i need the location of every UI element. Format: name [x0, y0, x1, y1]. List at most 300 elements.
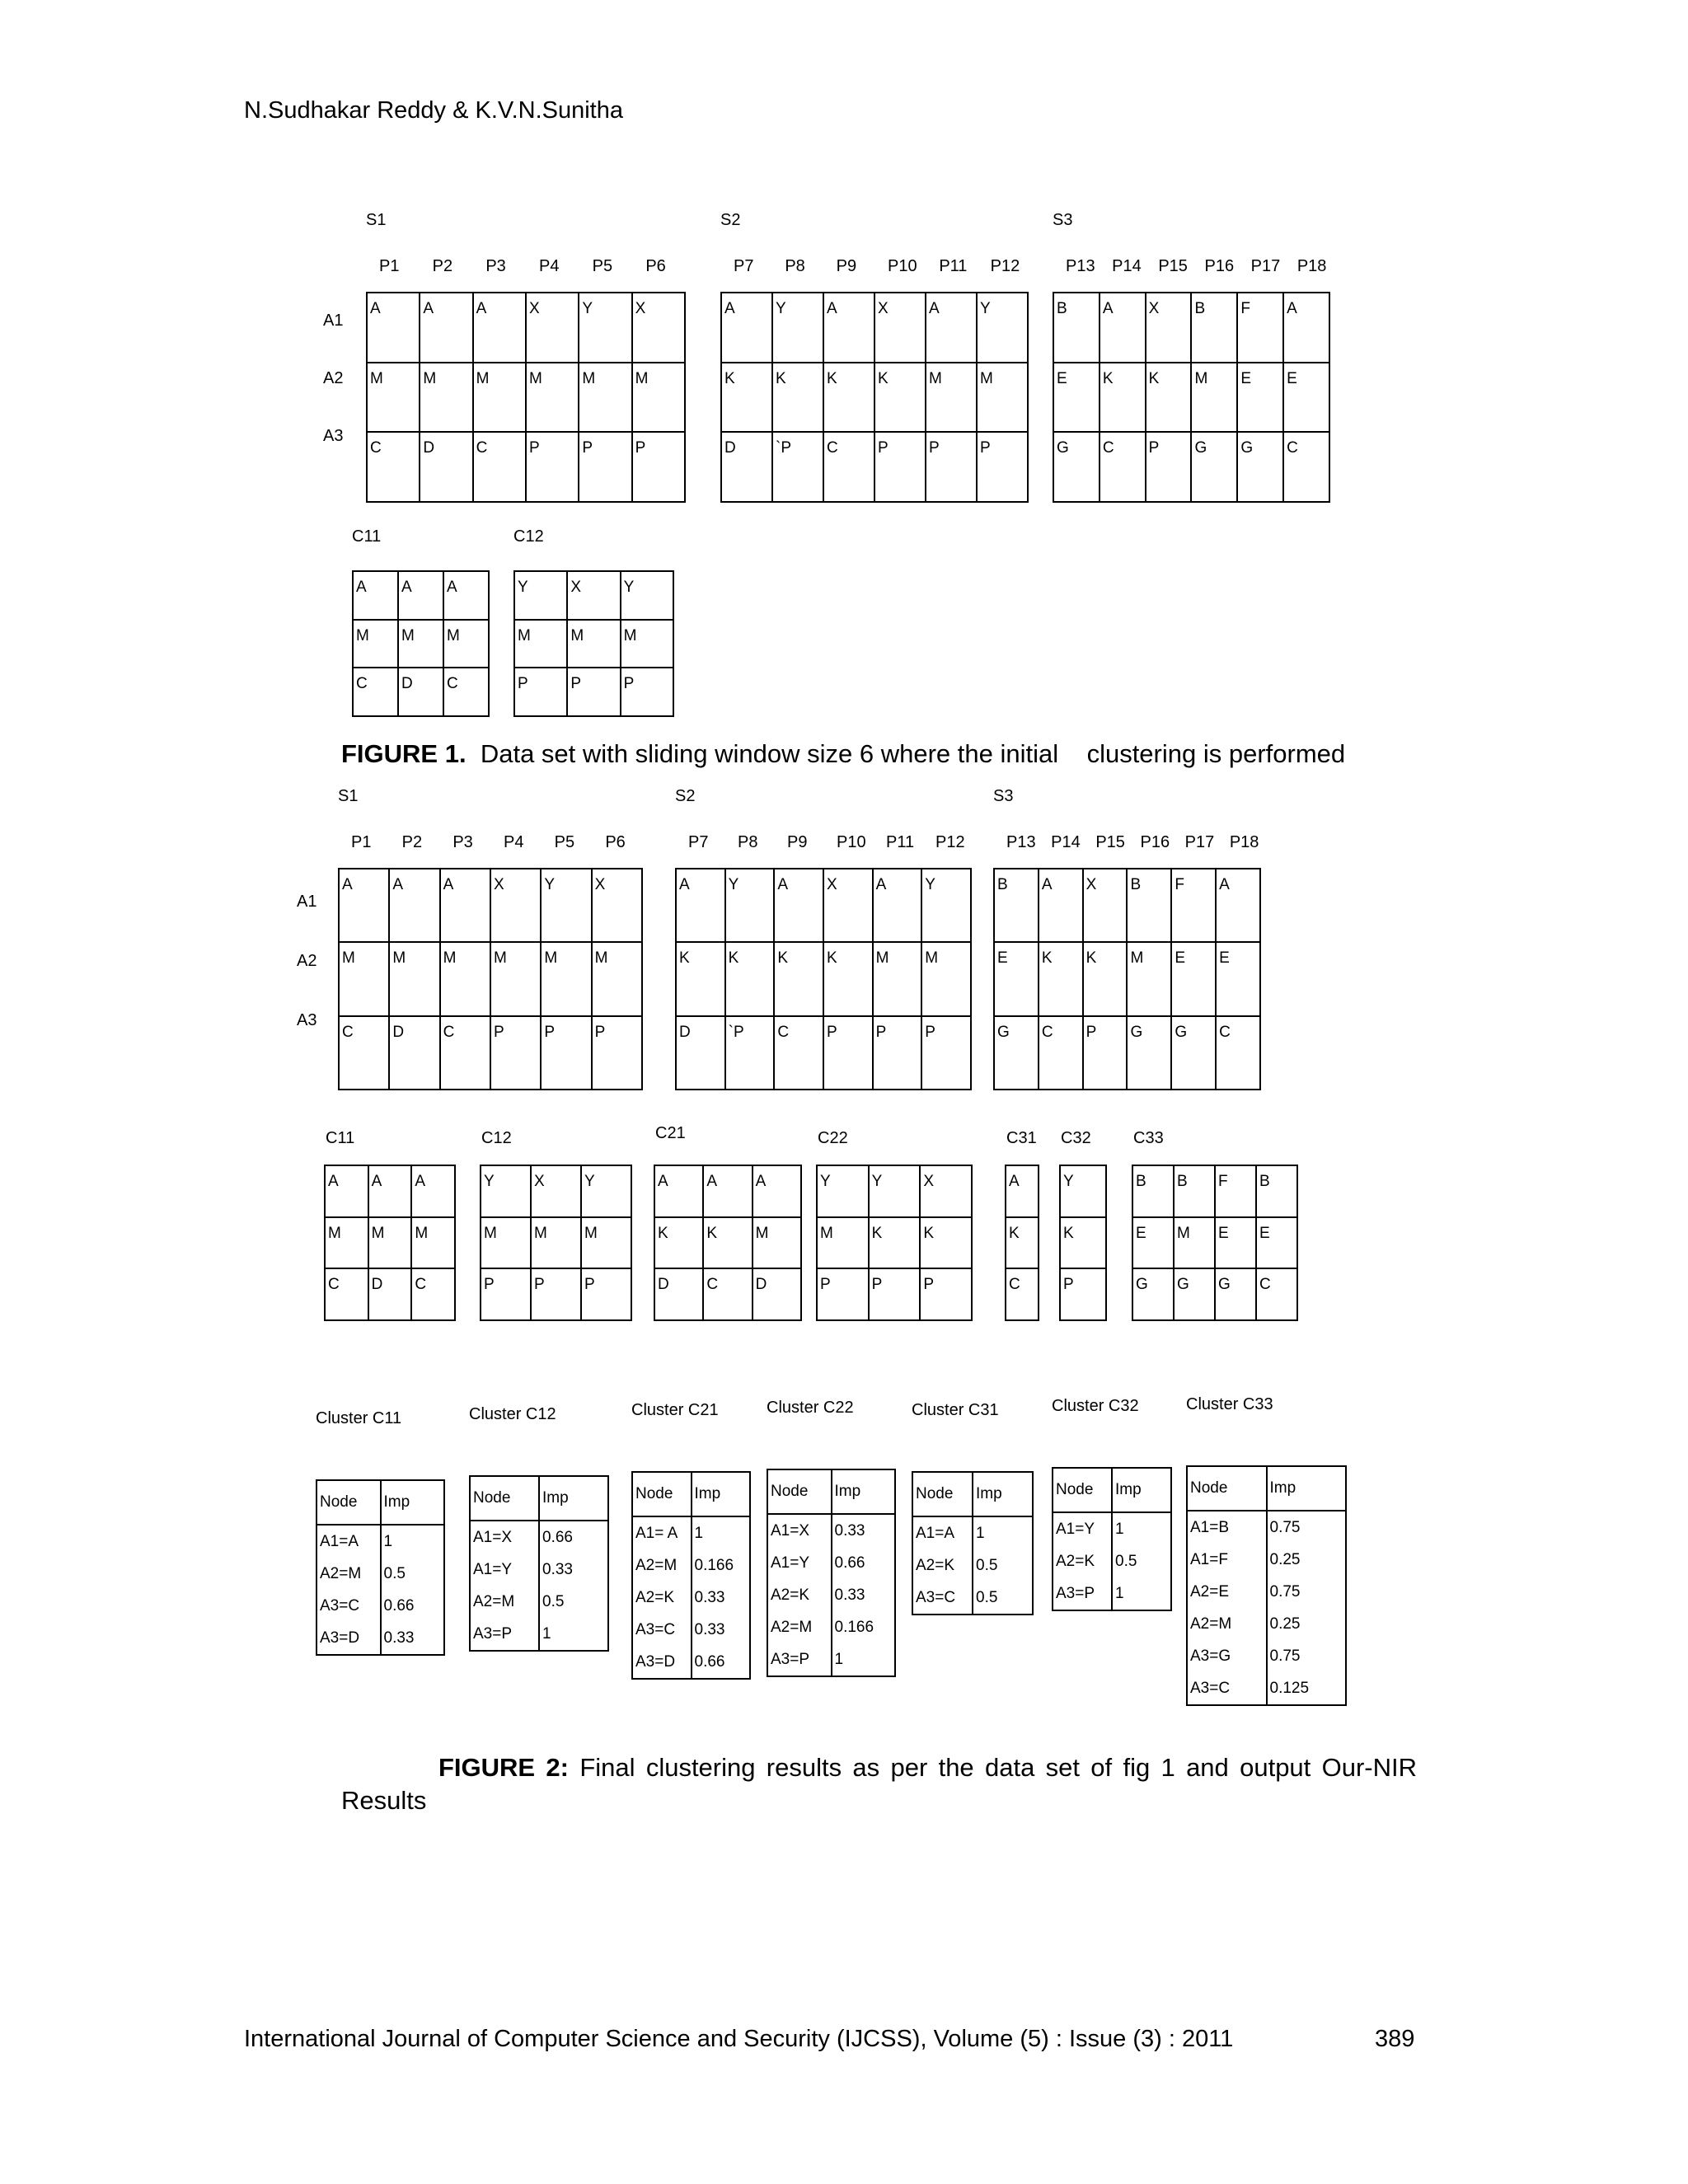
grid-cell: P [632, 432, 685, 502]
grid-cell: M [977, 363, 1028, 433]
attribute-label: A2 [297, 952, 317, 970]
grid-cell: X [592, 869, 642, 942]
table-cell: 0.5 [1112, 1545, 1171, 1577]
grid-cell: E [1237, 363, 1283, 433]
grid-cell: E [1171, 942, 1216, 1015]
grid-cell: Y [481, 1165, 531, 1217]
grid-cell: K [869, 1217, 921, 1269]
grid-cell: Y [725, 869, 775, 942]
point-label: P4 [504, 833, 524, 851]
segment-name: S3 [993, 787, 1014, 805]
grid-cell: F [1171, 869, 1216, 942]
grid-cell: A [1216, 869, 1260, 942]
grid-cell: K [1039, 942, 1083, 1015]
segment-grid [366, 292, 686, 503]
table-cell: A2=K [1053, 1545, 1112, 1577]
table-header: Node [912, 1472, 973, 1516]
grid-cell: A [420, 293, 472, 363]
segment-name: S1 [366, 211, 387, 229]
grid-cell: K [920, 1217, 972, 1269]
grid-cell: P [926, 432, 977, 502]
table-header: Imp [973, 1472, 1033, 1516]
cluster-name: C12 [513, 527, 544, 546]
result-title: Cluster C21 [631, 1401, 719, 1419]
grid-cell: C [1216, 1016, 1260, 1090]
table-cell: A1=Y [1053, 1512, 1112, 1545]
grid-cell: M [411, 1217, 455, 1269]
grid-cell: A [753, 1165, 801, 1217]
table-cell: A1=X [470, 1521, 539, 1554]
grid-cell: M [531, 1217, 581, 1269]
table-cell: A1=Y [767, 1547, 832, 1579]
table-cell: 0.125 [1267, 1672, 1347, 1705]
table-cell: 0.66 [539, 1521, 608, 1554]
table-cell: 0.25 [1267, 1608, 1347, 1640]
grid-cell: M [481, 1217, 531, 1269]
cluster-grid [352, 570, 490, 717]
grid-cell: M [398, 620, 443, 668]
grid-cell: C [774, 1016, 823, 1090]
grid-cell: P [490, 1016, 541, 1090]
point-label: P13 [1066, 257, 1095, 275]
table-cell: A1= A [632, 1516, 692, 1549]
grid-cell: Y [1060, 1165, 1106, 1217]
grid-cell: A [325, 1165, 368, 1217]
grid-cell: M [873, 942, 922, 1015]
grid-cell: C [339, 1016, 389, 1090]
result-title: Cluster C33 [1186, 1395, 1273, 1413]
grid-cell: X [526, 293, 579, 363]
grid-cell: P [541, 1016, 591, 1090]
segment-grid [720, 292, 1029, 503]
grid-cell: M [632, 363, 685, 433]
segment-grid [338, 868, 643, 1090]
table-cell: 0.33 [692, 1582, 751, 1614]
table-cell: 0.66 [381, 1590, 445, 1622]
table-cell: A1=Y [470, 1554, 539, 1586]
grid-cell: M [581, 1217, 631, 1269]
figure-2-text: Final clustering results as per the data set of fig 1 and output Our-NIR Results [341, 1753, 1417, 1815]
grid-cell: M [443, 620, 489, 668]
table-cell: 0.25 [1267, 1544, 1347, 1576]
importance-table [912, 1471, 1034, 1615]
attribute-label: A3 [323, 427, 344, 445]
point-label: P1 [351, 833, 372, 851]
grid-cell: E [1216, 942, 1260, 1015]
grid-cell: M [325, 1217, 368, 1269]
table-cell: A2=K [912, 1549, 973, 1582]
grid-cell: P [977, 432, 1028, 502]
grid-cell: K [703, 1217, 752, 1269]
grid-cell: C [703, 1268, 752, 1320]
point-label: P9 [836, 257, 857, 275]
grid-cell: P [874, 432, 926, 502]
grid-cell: P [579, 432, 631, 502]
point-label: P17 [1250, 257, 1281, 275]
cluster-grid [1132, 1165, 1298, 1321]
grid-cell: C [440, 1016, 490, 1090]
grid-cell: Y [772, 293, 823, 363]
grid-cell: E [1215, 1217, 1256, 1269]
point-label: P7 [688, 833, 709, 851]
importance-table [469, 1475, 609, 1652]
table-cell: 0.66 [832, 1547, 896, 1579]
grid-cell: Y [581, 1165, 631, 1217]
grid-cell: M [567, 620, 620, 668]
grid-cell: C [823, 432, 874, 502]
grid-cell: A [676, 869, 725, 942]
grid-cell: A [353, 571, 398, 620]
grid-cell: D [368, 1268, 412, 1320]
importance-table [1186, 1465, 1347, 1706]
grid-cell: A [367, 293, 420, 363]
point-label: P6 [605, 833, 626, 851]
table-cell: A3=D [316, 1622, 381, 1655]
grid-cell: M [389, 942, 439, 1015]
point-label: P10 [837, 833, 866, 851]
point-label: P2 [432, 257, 453, 275]
table-header: Node [470, 1476, 539, 1521]
table-cell: A1=A [316, 1525, 381, 1558]
grid-cell: A [703, 1165, 752, 1217]
table-cell: A1=B [1187, 1511, 1267, 1544]
point-label: P15 [1158, 257, 1188, 275]
grid-cell: A [823, 293, 874, 363]
segment-name: S1 [338, 787, 359, 805]
table-header: Imp [1267, 1466, 1347, 1511]
grid-cell: C [473, 432, 526, 502]
grid-cell: F [1237, 293, 1283, 363]
table-cell: 0.5 [381, 1558, 445, 1590]
grid-cell: K [1006, 1217, 1039, 1269]
table-cell: 0.75 [1267, 1576, 1347, 1608]
grid-cell: A [774, 869, 823, 942]
grid-cell: M [1127, 942, 1171, 1015]
grid-cell: Y [514, 571, 567, 620]
grid-cell: K [823, 363, 874, 433]
grid-cell: E [1256, 1217, 1297, 1269]
cluster-grid [324, 1165, 456, 1321]
figure-1-label: FIGURE 1. [341, 739, 467, 768]
grid-cell: X [1083, 869, 1128, 942]
grid-cell: X [567, 571, 620, 620]
table-cell: A2=M [767, 1611, 832, 1643]
figure-1-text: Data set with sliding window size 6 where the initial clustering is performed [480, 739, 1346, 768]
point-label: P10 [888, 257, 917, 275]
grid-cell: X [531, 1165, 581, 1217]
grid-cell: `P [772, 432, 823, 502]
grid-cell: K [676, 942, 725, 1015]
table-header: Imp [832, 1469, 896, 1514]
grid-cell: C [367, 432, 420, 502]
figure-1-caption [341, 739, 1345, 769]
segment-grid [1053, 292, 1330, 503]
grid-cell: M [490, 942, 541, 1015]
point-label: P3 [452, 833, 473, 851]
table-cell: A3=P [470, 1618, 539, 1651]
grid-cell: K [1100, 363, 1146, 433]
table-cell: A2=K [767, 1579, 832, 1611]
grid-cell: C [1006, 1268, 1039, 1320]
grid-cell: P [481, 1268, 531, 1320]
cluster-grid [1059, 1165, 1107, 1321]
grid-cell: M [926, 363, 977, 433]
grid-cell: M [440, 942, 490, 1015]
table-cell: 1 [1112, 1577, 1171, 1610]
cluster-name: C32 [1061, 1129, 1091, 1147]
grid-cell: C [325, 1268, 368, 1320]
table-cell: 0.75 [1267, 1640, 1347, 1672]
attribute-label: A1 [297, 893, 317, 911]
grid-cell: X [1146, 293, 1192, 363]
grid-cell: P [581, 1268, 631, 1320]
table-cell: A2=E [1187, 1576, 1267, 1608]
point-label: P1 [379, 257, 400, 275]
importance-table [1052, 1467, 1172, 1611]
grid-cell: P [1083, 1016, 1128, 1090]
grid-cell: K [1146, 363, 1192, 433]
grid-cell: D [398, 668, 443, 716]
grid-cell: C [353, 668, 398, 716]
grid-cell: M [353, 620, 398, 668]
grid-cell: P [1060, 1268, 1106, 1320]
grid-cell: M [621, 620, 673, 668]
table-cell: 0.33 [381, 1622, 445, 1655]
segment-name: S2 [675, 787, 696, 805]
point-label: P12 [990, 257, 1020, 275]
point-label: P6 [645, 257, 666, 275]
grid-cell: M [1191, 363, 1237, 433]
cluster-name: C11 [352, 527, 382, 546]
point-label: P16 [1204, 257, 1235, 275]
table-header: Node [1187, 1466, 1267, 1511]
grid-cell: K [725, 942, 775, 1015]
grid-cell: M [473, 363, 526, 433]
grid-cell: K [1060, 1217, 1106, 1269]
grid-cell: M [921, 942, 971, 1015]
grid-cell: M [368, 1217, 412, 1269]
grid-cell: P [621, 668, 673, 716]
table-cell: 1 [973, 1516, 1033, 1549]
grid-cell: G [1191, 432, 1237, 502]
table-cell: 0.5 [539, 1586, 608, 1618]
table-cell: 0.166 [692, 1549, 751, 1582]
table-cell: A3=C [316, 1590, 381, 1622]
grid-cell: P [526, 432, 579, 502]
grid-cell: A [1100, 293, 1146, 363]
table-cell: 0.66 [692, 1646, 751, 1679]
grid-cell: X [632, 293, 685, 363]
grid-cell: G [1237, 432, 1283, 502]
point-label: P12 [935, 833, 965, 851]
grid-cell: M [420, 363, 472, 433]
grid-cell: Y [977, 293, 1028, 363]
point-label: P18 [1229, 833, 1259, 851]
result-title: Cluster C12 [469, 1405, 556, 1423]
table-cell: 0.33 [832, 1514, 896, 1547]
grid-cell: A [1006, 1165, 1039, 1217]
importance-table [316, 1479, 445, 1656]
grid-cell: K [823, 942, 873, 1015]
grid-cell: M [1174, 1217, 1215, 1269]
grid-cell: K [721, 363, 772, 433]
point-label: P2 [401, 833, 423, 851]
grid-cell: E [1053, 363, 1100, 433]
grid-cell: C [1039, 1016, 1083, 1090]
table-cell: A2=M [1187, 1608, 1267, 1640]
table-cell: 0.75 [1267, 1511, 1347, 1544]
cluster-name: C33 [1133, 1129, 1164, 1147]
table-cell: 0.5 [973, 1549, 1033, 1582]
grid-cell: X [823, 869, 873, 942]
grid-cell: M [753, 1217, 801, 1269]
grid-cell: G [1171, 1016, 1216, 1090]
attribute-label: A2 [323, 369, 344, 387]
table-cell: A1=F [1187, 1544, 1267, 1576]
table-header: Imp [381, 1480, 445, 1525]
grid-cell: D [721, 432, 772, 502]
point-label: P5 [554, 833, 575, 851]
table-cell: A2=M [470, 1586, 539, 1618]
grid-cell: A [440, 869, 490, 942]
cluster-grid [1005, 1165, 1039, 1321]
grid-cell: Y [579, 293, 631, 363]
table-cell: 0.5 [973, 1582, 1033, 1615]
grid-cell: M [526, 363, 579, 433]
cluster-name: C22 [818, 1129, 848, 1147]
grid-cell: B [1127, 869, 1171, 942]
table-cell: 1 [539, 1618, 608, 1651]
importance-table [631, 1471, 751, 1680]
grid-cell: G [1127, 1016, 1171, 1090]
table-cell: A3=P [1053, 1577, 1112, 1610]
grid-cell: P [592, 1016, 642, 1090]
grid-cell: M [579, 363, 631, 433]
point-label: P14 [1051, 833, 1081, 851]
grid-cell: M [541, 942, 591, 1015]
grid-cell: B [1256, 1165, 1297, 1217]
cluster-grid [480, 1165, 632, 1321]
grid-cell: P [567, 668, 620, 716]
point-label: P8 [785, 257, 805, 275]
point-label: P18 [1296, 257, 1327, 275]
grid-cell: P [873, 1016, 922, 1090]
table-header: Imp [692, 1472, 751, 1516]
segment-name: S3 [1053, 211, 1073, 229]
table-cell: A3=C [1187, 1672, 1267, 1705]
grid-cell: X [490, 869, 541, 942]
point-label: P9 [787, 833, 808, 851]
grid-cell: D [654, 1268, 703, 1320]
result-title: Cluster C11 [316, 1409, 402, 1427]
table-cell: A3=C [912, 1582, 973, 1615]
point-label: P16 [1140, 833, 1170, 851]
table-cell: A2=M [632, 1549, 692, 1582]
grid-cell: G [1174, 1268, 1215, 1320]
grid-cell: D [389, 1016, 439, 1090]
grid-cell: A [721, 293, 772, 363]
table-header: Node [1053, 1468, 1112, 1512]
grid-cell: C [1256, 1268, 1297, 1320]
grid-cell: P [514, 668, 567, 716]
grid-cell: G [1215, 1268, 1256, 1320]
grid-cell: Y [921, 869, 971, 942]
grid-cell: A [1283, 293, 1329, 363]
point-label: P4 [539, 257, 560, 275]
grid-cell: M [592, 942, 642, 1015]
grid-cell: M [817, 1217, 869, 1269]
table-cell: 1 [381, 1525, 445, 1558]
journal-footer: International Journal of Computer Science and Security (IJCSS), Volume (5) : Issue (3) : 2011 [244, 2026, 1234, 2052]
grid-cell: A [873, 869, 922, 942]
grid-cell: P [869, 1268, 921, 1320]
grid-cell: E [1283, 363, 1329, 433]
grid-cell: D [420, 432, 472, 502]
table-cell: A2=K [632, 1582, 692, 1614]
grid-cell: A [339, 869, 389, 942]
table-cell: 1 [1112, 1512, 1171, 1545]
result-title: Cluster C22 [767, 1399, 854, 1417]
grid-cell: M [339, 942, 389, 1015]
segment-grid [993, 868, 1261, 1090]
grid-cell: A [368, 1165, 412, 1217]
grid-cell: A [654, 1165, 703, 1217]
cluster-grid [816, 1165, 973, 1321]
segment-grid [675, 868, 972, 1090]
grid-cell: E [994, 942, 1039, 1015]
attribute-label: A1 [323, 312, 344, 330]
table-cell: A1=X [767, 1514, 832, 1547]
grid-cell: X [874, 293, 926, 363]
cluster-name: C11 [326, 1129, 355, 1147]
grid-cell: K [774, 942, 823, 1015]
table-cell: A3=C [632, 1614, 692, 1646]
grid-cell: D [753, 1268, 801, 1320]
running-header: N.Sudhakar Reddy & K.V.N.Sunitha [244, 97, 623, 124]
grid-cell: Y [817, 1165, 869, 1217]
point-label: P17 [1184, 833, 1215, 851]
table-cell: A3=D [632, 1646, 692, 1679]
grid-cell: D [676, 1016, 725, 1090]
table-cell: 0.33 [832, 1579, 896, 1611]
grid-cell: A [389, 869, 439, 942]
point-label: P8 [738, 833, 758, 851]
cluster-name: C31 [1006, 1129, 1037, 1147]
grid-cell: A [411, 1165, 455, 1217]
grid-cell: G [1053, 432, 1100, 502]
table-cell: 0.166 [832, 1611, 896, 1643]
table-header: Imp [539, 1476, 608, 1521]
grid-cell: K [772, 363, 823, 433]
cluster-grid [654, 1165, 802, 1321]
grid-cell: P [823, 1016, 873, 1090]
importance-table [767, 1469, 896, 1677]
grid-cell: A [1039, 869, 1083, 942]
grid-cell: C [411, 1268, 455, 1320]
grid-cell: C [1100, 432, 1146, 502]
grid-cell: B [1053, 293, 1100, 363]
grid-cell: A [473, 293, 526, 363]
point-label: P3 [485, 257, 506, 275]
grid-cell: Y [621, 571, 673, 620]
table-cell: 1 [692, 1516, 751, 1549]
grid-cell: K [874, 363, 926, 433]
grid-cell: P [920, 1268, 972, 1320]
grid-cell: P [817, 1268, 869, 1320]
grid-cell: B [1191, 293, 1237, 363]
cluster-name: C12 [481, 1129, 512, 1147]
grid-cell: P [921, 1016, 971, 1090]
